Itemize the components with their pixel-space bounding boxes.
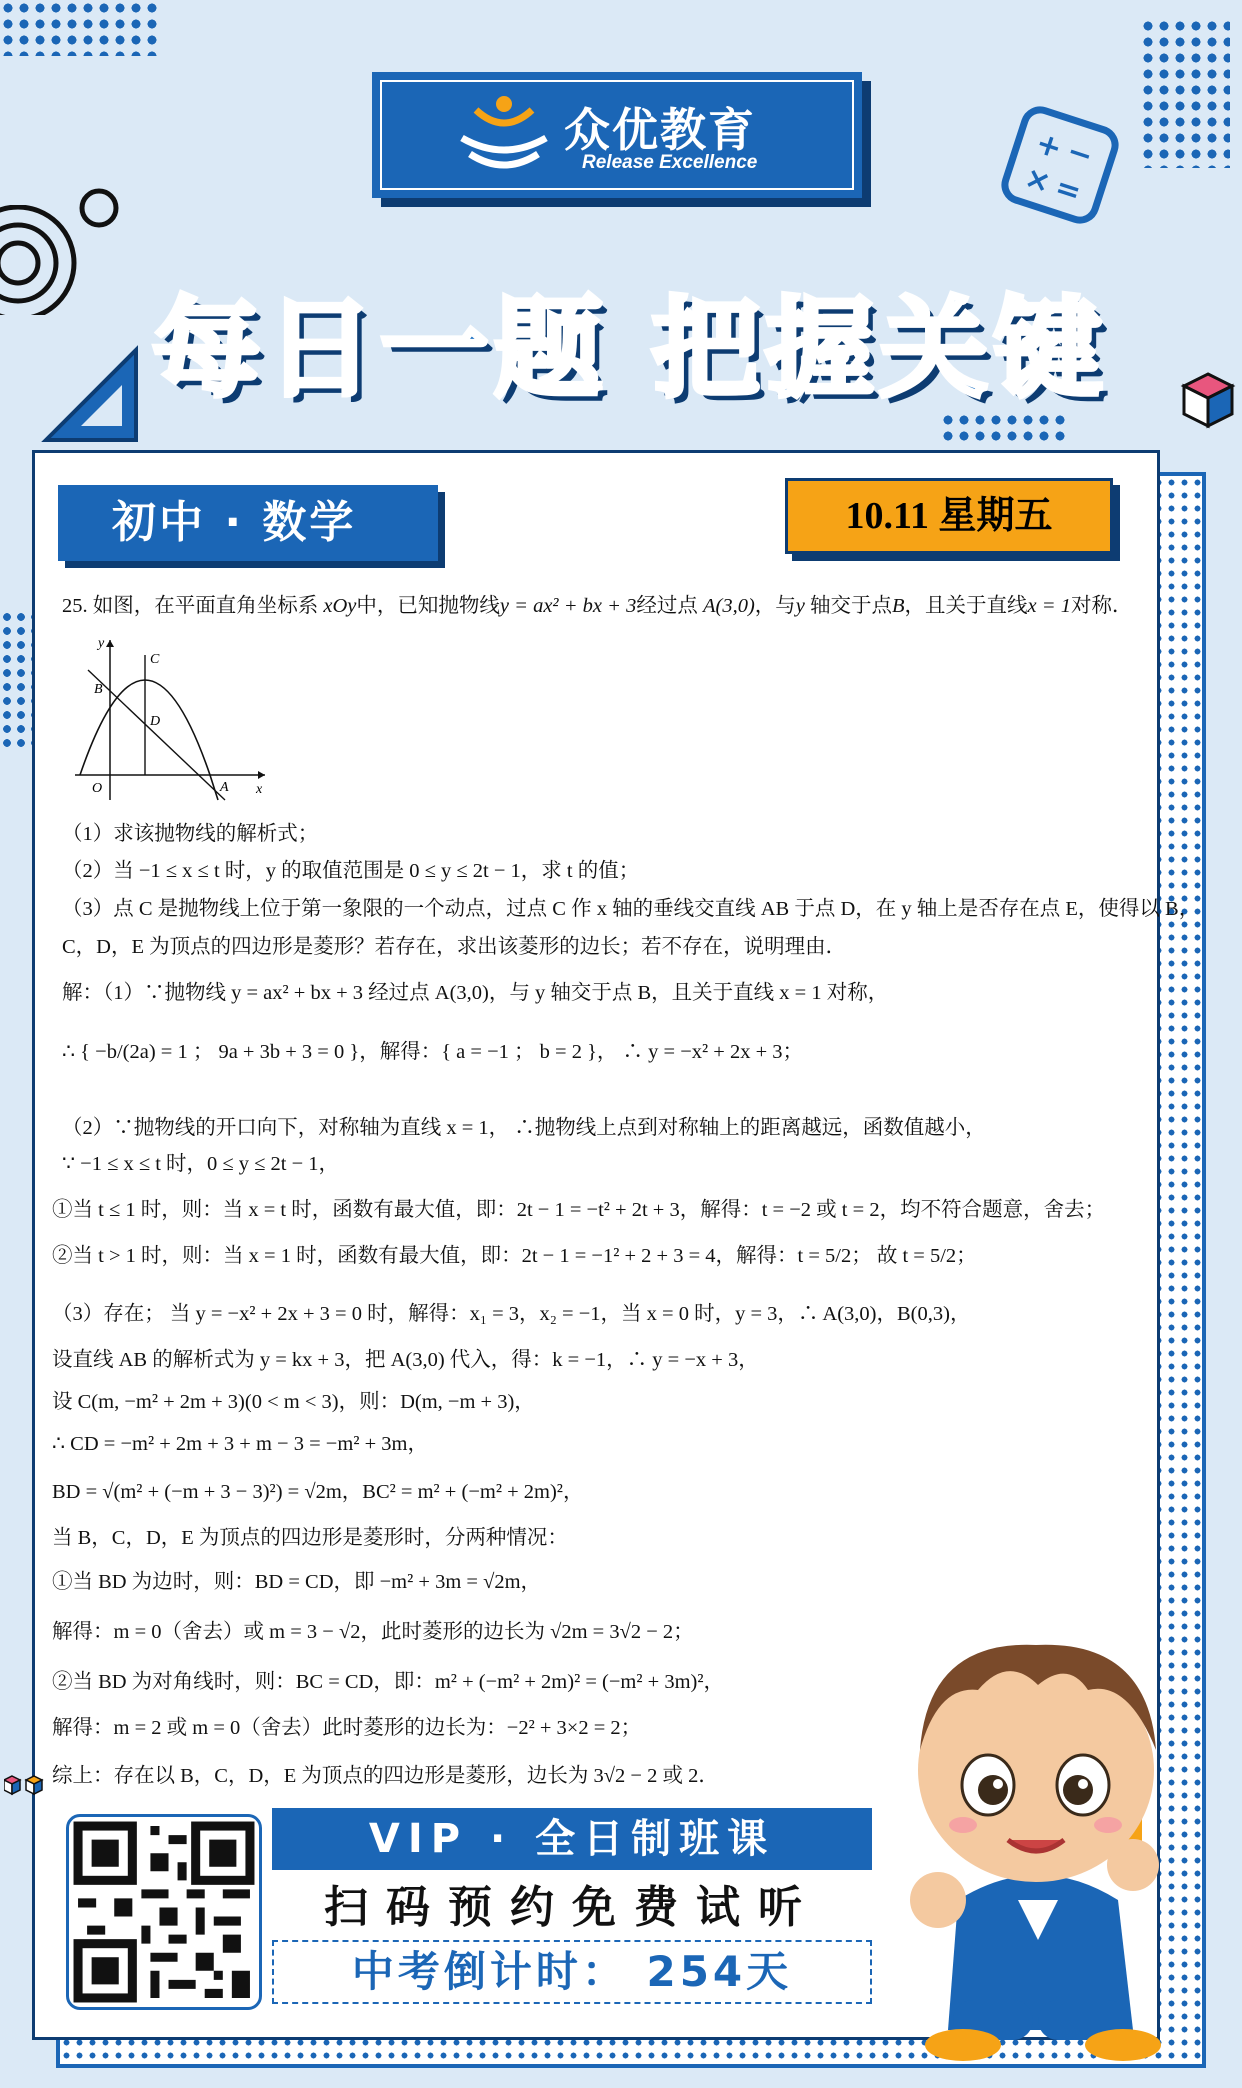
problem-number: 25. — [62, 595, 88, 617]
booking-cta[interactable]: 扫码预约免费试听 — [324, 1882, 820, 1933]
problem-stem — [62, 588, 1132, 618]
solution-line: （3）存在； 当 y = −x² + 2x + 3 = 0 时，解得：x₁ = 3，x₂ = −1，当 x = 0 时，y = 3，∴ A(3,0)，B(0,3)， — [52, 1303, 971, 1325]
solution-line: ∵ −1 ≤ x ≤ t 时，0 ≤ y ≤ 2t − 1， — [62, 1153, 340, 1175]
question-2: （2）当 −1 ≤ x ≤ t 时，y 的取值范围是 0 ≤ y ≤ 2t − 1，求 t 的值； — [62, 860, 640, 882]
qr-code[interactable] — [66, 1814, 262, 2010]
calculator-icon — [995, 100, 1125, 230]
stem-text: 中，已知抛物线 — [356, 595, 500, 617]
solution-line: 解得：m = 0（舍去）或 m = 3 − √2，此时菱形的边长为 √2m = 3√2 − 2； — [52, 1621, 694, 1643]
graph-label-x: x — [256, 782, 263, 797]
solution-line: 综上：存在以 B，C，D，E 为顶点的四边形是菱形，边长为 3√2 − 2 或 2． — [52, 1765, 719, 1787]
dot-pattern-top-left — [0, 0, 160, 56]
dot-pattern-top-right — [1140, 18, 1230, 168]
stem-text: 对称． — [1070, 595, 1133, 617]
solution-line: 设直线 AB 的解析式为 y = kx + 3，把 A(3,0) 代入，得：k = −1，∴ y = −x + 3， — [52, 1349, 759, 1371]
graph-label-a: A — [220, 780, 229, 795]
question-3-line-2: C，D，E 为顶点的四边形是菱形？若存在，求出该菱形的边长；若不存在，说明理由． — [62, 936, 847, 958]
target-circles-icon — [0, 205, 80, 315]
solution-line: 解：（1）∵抛物线 y = ax² + bx + 3 经过点 A(3,0)，与 y 轴交于点 B，且关于直线 x = 1 对称， — [62, 982, 889, 1004]
stem-math: x = 1 — [1027, 595, 1071, 617]
stem-math: xOy — [323, 595, 357, 617]
solution-line: ∴ CD = −m² + 2m + 3 + m − 3 = −m² + 3m， — [52, 1433, 428, 1455]
small-cubes-icon — [4, 1772, 60, 1802]
stem-math: A(3,0) — [702, 595, 755, 617]
stem-math: B — [892, 595, 905, 617]
graph-label-b: B — [94, 682, 103, 697]
solution-line: ②当 BD 为对角线时，则：BC = CD，即：m² + (−m² + 2m)² = (−m² + 3m)²， — [52, 1671, 724, 1693]
ring-icon — [76, 185, 122, 231]
date-badge: 10.11 星期五 — [785, 478, 1113, 554]
solution-line: BD = √(m² + (−m + 3 − 3)²) = √2m，BC² = m² + (−m² + 2m)²， — [52, 1481, 584, 1503]
graph-label-o: O — [92, 781, 103, 796]
solution-line: 设 C(m, −m² + 2m + 3)(0 < m < 3)，则：D(m, −m + 3)， — [52, 1391, 535, 1413]
stem-math: y = ax² + bx + 3 — [499, 595, 637, 617]
graph-label-c: C — [150, 652, 160, 667]
cube-icon — [1180, 370, 1236, 432]
stem-text: 轴交于点 — [804, 595, 893, 617]
solution-line: ①当 t ≤ 1 时，则：当 x = t 时，函数有最大值，即：2t − 1 = −t² + 2t + 3，解得：t = −2 或 t = 2，均不符合题意，舍去； — [52, 1199, 1106, 1221]
stem-text: ，与 — [754, 595, 796, 617]
solution-line: ①当 BD 为边时，则：BD = CD，即 −m² + 3m = √2m， — [52, 1571, 542, 1593]
solution-line: 解得：m = 2 或 m = 0（舍去）此时菱形的边长为：−2² + 3×2 = 2； — [52, 1717, 642, 1739]
stem-math: y — [795, 595, 805, 617]
headline-slogan: 每日一题 把握关键 — [152, 287, 1108, 412]
stem-text: 如图，在平面直角坐标系 — [92, 595, 324, 617]
svg-text:+: + — [1031, 125, 1067, 167]
stem-text: 经过点 — [636, 595, 703, 617]
logo-book-icon — [454, 92, 554, 182]
logo-name: 众优教育 — [564, 103, 756, 157]
question-3-line-1: （3）点 C 是抛物线上位于第一象限的一个动点，过点 C 作 x 轴的垂线交直线 AB 于点 D，在 y 轴上是否存在点 E，使得以 B， — [62, 898, 1200, 920]
solution-line: （2）∵抛物线的开口向下，对称轴为直线 x = 1， ∴抛物线上点到对称轴上的距离越远，函数值越小， — [62, 1117, 986, 1139]
subject-label: 初中 · 数学 — [58, 485, 438, 561]
solution-line: ②当 t > 1 时，则：当 x = 1 时，函数有最大值，即：2t − 1 = −1² + 2 + 3 = 4，解得：t = 5/2； 故 t = 5/2； — [52, 1245, 977, 1267]
graph-label-d: D — [150, 714, 161, 729]
triangle-ruler-icon — [36, 340, 146, 450]
svg-text:=: = — [1050, 169, 1086, 211]
stem-text: ，且关于直线 — [904, 595, 1028, 617]
exam-countdown: 中考倒计时： 254天 — [272, 1940, 872, 2004]
svg-text:−: − — [1062, 133, 1098, 175]
logo-tagline: Release Excellence — [582, 152, 758, 173]
solution-line: 当 B，C，D，E 为顶点的四边形是菱形时，分两种情况： — [52, 1527, 568, 1549]
solution-line: ∴ { −b/(2a) = 1 ； 9a + 3b + 3 = 0 }，解得：{ a = −1 ； b = 2 }， ∴ y = −x² + 2x + 3； — [62, 1041, 804, 1063]
brand-logo — [372, 72, 862, 198]
parabola-graph — [70, 635, 270, 805]
vip-banner: VIP · 全日制班课 — [272, 1808, 872, 1870]
graph-label-y: y — [98, 636, 105, 651]
qr-code-icon — [69, 1817, 259, 2007]
question-1: （1）求该抛物线的解析式； — [62, 823, 319, 845]
svg-text:×: × — [1020, 159, 1056, 201]
mascot-boy-illustration — [868, 1600, 1208, 2070]
